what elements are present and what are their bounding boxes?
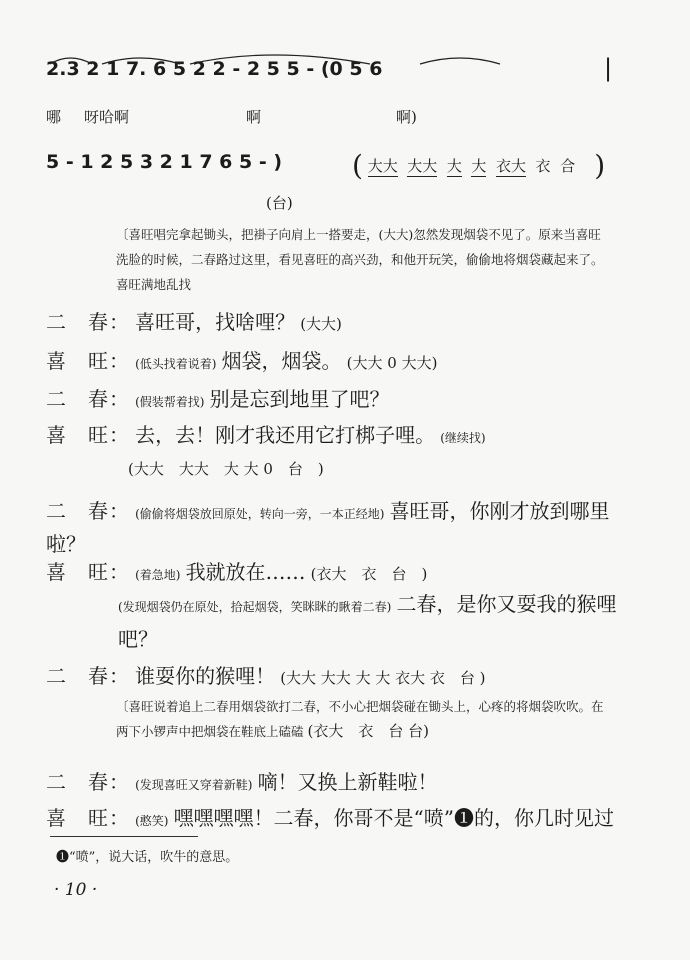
dialogue-line-7: (发现烟袋仍在原处，拾起烟袋，笑眯眯的瞅着二春) 二春，是你又耍我的猴哩吧？ [118,592,617,651]
dialogue-line-2: 喜 旺： (低头找着说着) 烟袋，烟袋。 (大大 0 大大) [46,349,438,373]
percussion-line: (大大 大大 大 大 0 台 ) [128,460,324,478]
dialogue-line-1: 二 春： 喜旺哥，找啥哩？ (大大) [46,310,342,334]
score-line-2 [46,151,282,173]
dialogue-line-6: 喜 旺： (着急地) 我就放在…… (衣大 衣 台 ) [46,560,428,584]
score-line2-percussion: ( 大大 大大 大 大 衣大 衣 合 ) [352,149,606,182]
barline: | [604,54,613,82]
dialogue-line-9: 二 春： (发现喜旺又穿着新鞋) 嘀！又换上新鞋啦！ [46,770,438,794]
footnote: ❶“喷”，说大话，吹牛的意思。 [56,850,239,865]
slur-marks [40,50,640,70]
dialogue-line-3: 二 春： (假装帮着找) 别是忘到地里了吧？ [46,387,390,411]
page-number: · 10 · [54,880,98,900]
tai-label: (台) [266,194,293,212]
dialogue-line-5: 二 春： (偷偷将烟袋放回原处，转向一旁，一本正经地) 喜旺哥，你刚才放到哪里啦？ [46,499,610,556]
score-line2-notes: 5 - 1 2 5 3 2 1 7 6 5 - ) [46,151,283,173]
dialogue-line-8: 二 春： 谁耍你的猴哩！ (大大 大大 大 大 衣大 衣 台 ) [46,664,486,688]
stage-direction-1: 〔喜旺唱完拿起锄头，把褂子向肩上一搭要走，(大大)忽然发现烟袋不见了。原来当喜旺洗脸的时候，二春路过这里，看见喜旺的高兴劲，和他开玩笑，偷偷地将烟袋藏起来了。喜旺满地乱找 [116,227,604,292]
stage-direction-2: 〔喜旺说着追上二春用烟袋欲打二春，不小心把烟袋碰在锄头上，心疼的将烟袋吹吹。在两下小锣声中把烟袋在鞋底上磕磕 (衣大 衣 台 台) [116,699,604,740]
dialogue-line-10: 喜 旺： (憨笑) 嘿嘿嘿嘿！二春，你哥不是“喷”❶的，你几时见过 [46,806,615,830]
footnote-divider [50,836,198,837]
score-line1-notes: 2.3 2 1 7. 6 5 2 2 - 2 5 5 - (0 5 6 [46,58,383,80]
dialogue-line-4: 喜 旺： 去，去！刚才我还用它打梆子哩。 (继续找) [46,423,486,447]
